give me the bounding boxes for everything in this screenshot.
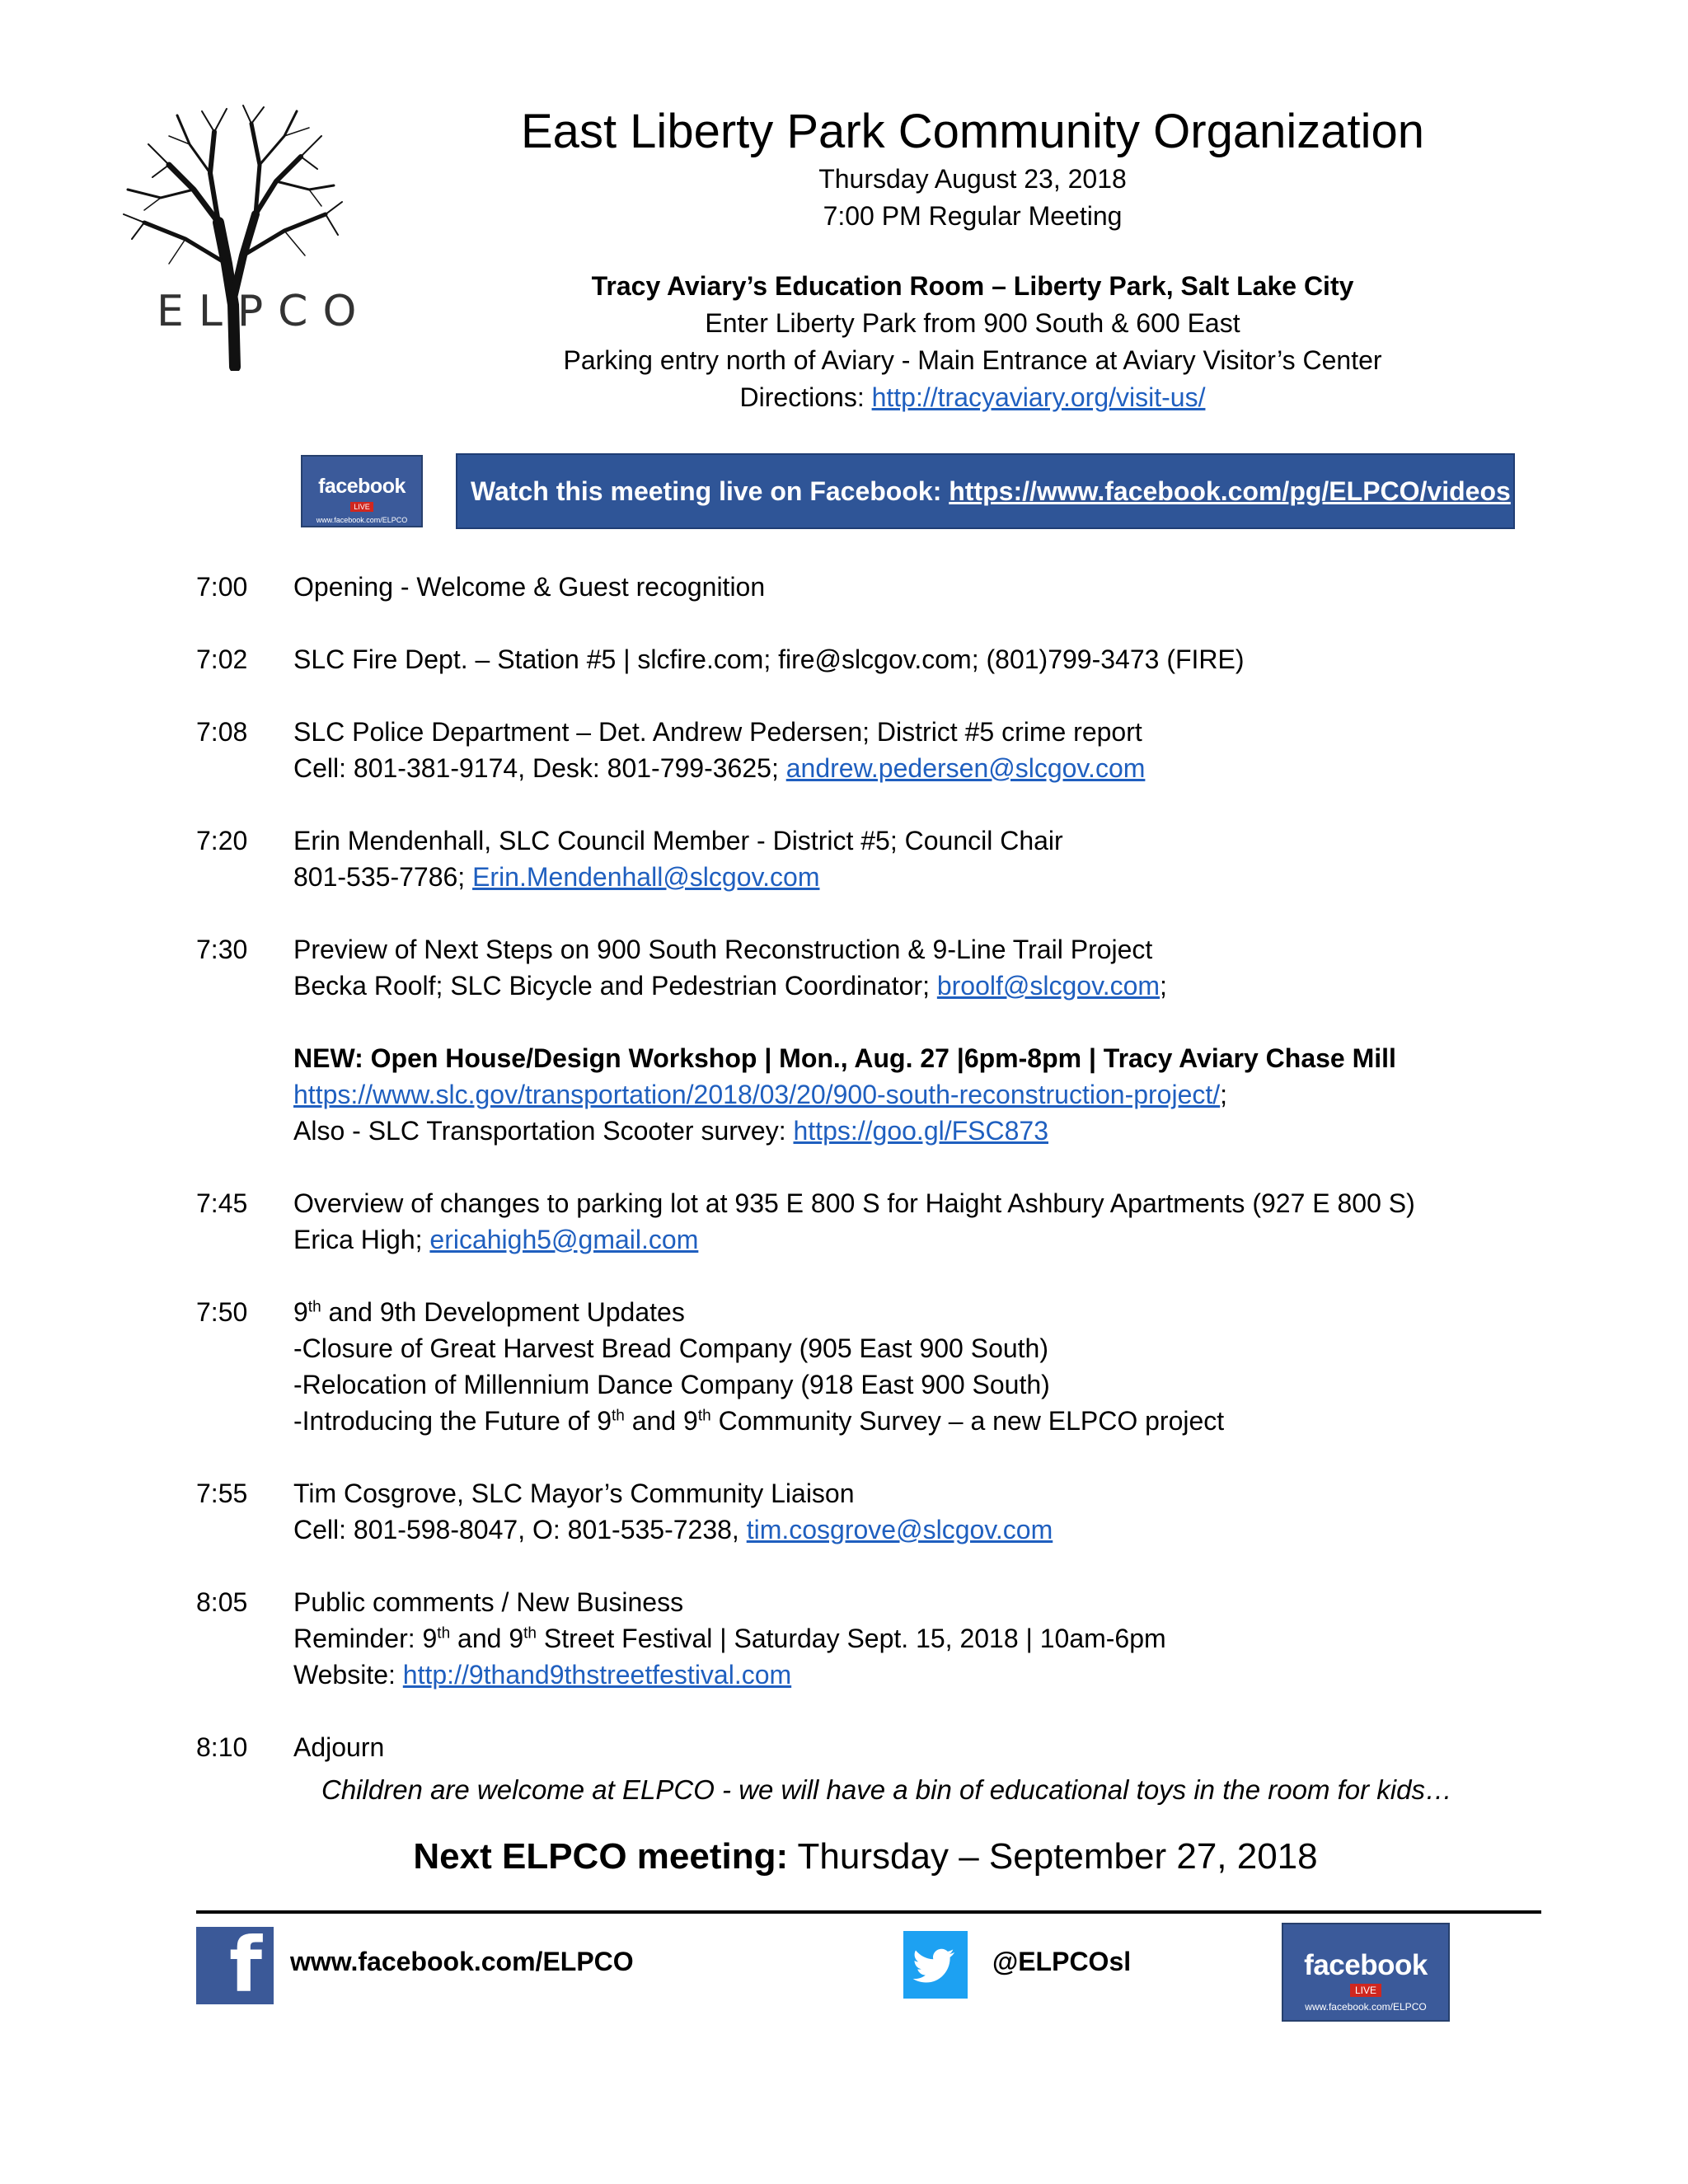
agenda-text: Tim Cosgrove, SLC Mayor’s Community Liaison — [293, 1479, 855, 1508]
next-meeting-label: Next ELPCO meeting: — [413, 1836, 789, 1877]
agenda-time: 7:45 — [196, 1188, 248, 1218]
agenda-subitem: -Closure of Great Harvest Bread Company (905 East 900 South) — [293, 1333, 1048, 1363]
facebook-icon[interactable]: f — [196, 1927, 274, 2004]
open-house-notice: NEW: Open House/Design Workshop | Mon., Aug. 27 |6pm-8pm | Tracy Aviary Chase Mill — [293, 1043, 1396, 1073]
agenda-time: 7:02 — [196, 644, 248, 674]
agenda-text: Opening - Welcome & Guest recognition — [293, 572, 766, 602]
agenda-item — [196, 1584, 1548, 1693]
twitter-handle[interactable]: @ELPCOsl — [992, 1947, 1132, 1976]
agenda-item — [196, 823, 1548, 895]
scooter-survey-link[interactable]: https://goo.gl/FSC873 — [793, 1116, 1048, 1146]
website-label: Website: — [293, 1660, 403, 1690]
agenda-item — [196, 931, 1548, 1149]
agenda-time: 7:50 — [196, 1297, 248, 1327]
facebook-live-badge-footer — [1282, 1923, 1450, 2022]
facebook-badge-url: www.facebook.com/ELPCO — [1305, 2001, 1427, 2013]
agenda — [196, 569, 1548, 1802]
agenda-contact — [293, 859, 1548, 895]
agenda-text: Preview of Next Steps on 900 South Reconstruction & 9-Line Trail Project — [293, 935, 1153, 964]
next-meeting — [0, 1836, 1688, 1877]
festival-website-link[interactable]: http://9thand9thstreetfestival.com — [402, 1660, 792, 1690]
agenda-time: 8:10 — [196, 1732, 248, 1762]
agenda-item — [196, 714, 1548, 786]
punctuation: ; — [1220, 1080, 1228, 1109]
facebook-badge-word: facebook — [1304, 1949, 1428, 1981]
live-badge: LIVE — [350, 502, 373, 512]
contact-text: Becka Roolf; SLC Bicycle and Pedestrian Coordinator; — [293, 971, 937, 1001]
festival-website — [293, 1657, 1548, 1693]
parking-info: Parking entry north of Aviary - Main Entrance at Aviary Visitor’s Center — [563, 345, 1382, 375]
divider — [196, 1910, 1541, 1914]
facebook-url[interactable]: www.facebook.com/ELPCO — [290, 1947, 634, 1976]
agenda-item — [196, 641, 1548, 677]
facebook-live-badge — [301, 455, 423, 527]
agenda-text: 9th and 9th Development Updates — [293, 1297, 685, 1327]
email-link[interactable]: tim.cosgrove@slcgov.com — [746, 1515, 1053, 1544]
agenda-text: Adjourn — [293, 1732, 385, 1762]
header — [462, 103, 1484, 416]
agenda-item — [196, 1729, 1548, 1765]
agenda-contact — [293, 750, 1548, 786]
agenda-subitem: -Relocation of Millennium Dance Company (918 East 900 South) — [293, 1370, 1050, 1399]
agenda-text: Erin Mendenhall, SLC Council Member - District #5; Council Chair — [293, 826, 1063, 855]
agenda-time: 8:05 — [196, 1587, 248, 1617]
entrance-info: Enter Liberty Park from 900 South & 600 East — [705, 308, 1240, 338]
project-link[interactable]: https://www.slc.gov/transportation/2018/03/20/900-south-reconstruction-project/ — [293, 1080, 1221, 1109]
meeting-type: 7:00 PM Regular Meeting — [823, 201, 1123, 231]
children-note: Children are welcome at ELPCO - we will have a bin of educational toys in the room for kids… — [321, 1774, 1452, 1805]
agenda-time: 7:20 — [196, 826, 248, 855]
agenda-time: 7:08 — [196, 717, 248, 747]
agenda-contact — [293, 1511, 1548, 1548]
agenda-text: SLC Fire Dept. – Station #5 | slcfire.com; fire@slcgov.com; (801)799-3473 (FIRE) — [293, 644, 1245, 674]
org-title: East Liberty Park Community Organization — [521, 105, 1424, 158]
facebook-badge-url: www.facebook.com/ELPCO — [316, 516, 408, 524]
elpco-logo — [111, 99, 372, 371]
agenda-time: 7:55 — [196, 1479, 248, 1508]
facebook-videos-link[interactable]: https://www.facebook.com/pg/ELPCO/videos — [949, 476, 1511, 506]
scooter-survey-line — [293, 1113, 1548, 1149]
agenda-contact — [293, 1221, 1548, 1258]
agenda-contact — [293, 968, 1548, 1004]
live-badge: LIVE — [1350, 1984, 1381, 1997]
agenda-item — [196, 1294, 1548, 1439]
punctuation: ; — [1160, 971, 1167, 1001]
agenda-time: 7:30 — [196, 935, 248, 964]
directions-link[interactable]: http://tracyaviary.org/visit-us/ — [871, 382, 1206, 412]
venue: Tracy Aviary’s Education Room – Liberty Park, Salt Lake City — [591, 271, 1354, 301]
next-meeting-date: Thursday – September 27, 2018 — [788, 1836, 1318, 1877]
contact-text: 801-535-7786; — [293, 862, 473, 892]
twitter-icon[interactable] — [903, 1931, 968, 1999]
agenda-item — [196, 1475, 1548, 1548]
agenda-item — [196, 1185, 1548, 1258]
contact-text: Cell: 801-381-9174, Desk: 801-799-3625; — [293, 753, 786, 783]
directions — [462, 379, 1484, 416]
agenda-text: Public comments / New Business — [293, 1587, 684, 1617]
directions-label: Directions: — [739, 382, 872, 412]
facebook-banner-text: Watch this meeting live on Facebook: — [471, 476, 950, 506]
contact-text: Erica High; — [293, 1225, 430, 1254]
festival-reminder: Reminder: 9th and 9th Street Festival | Saturday Sept. 15, 2018 | 10am-6pm — [293, 1624, 1166, 1653]
email-link[interactable]: andrew.pedersen@slcgov.com — [785, 753, 1146, 783]
project-link-line — [293, 1076, 1548, 1113]
email-link[interactable]: Erin.Mendenhall@slcgov.com — [472, 862, 820, 892]
facebook-live-banner — [456, 453, 1515, 529]
contact-text: Cell: 801-598-8047, O: 801-535-7238, — [293, 1515, 747, 1544]
email-link[interactable]: broolf@slcgov.com — [936, 971, 1160, 1001]
scooter-text: Also - SLC Transportation Scooter survey: — [293, 1116, 794, 1146]
agenda-text: SLC Police Department – Det. Andrew Pedersen; District #5 crime report — [293, 717, 1142, 747]
email-link[interactable]: ericahigh5@gmail.com — [429, 1225, 699, 1254]
logo-text: ELPCO — [157, 287, 372, 336]
meeting-date: Thursday August 23, 2018 — [818, 164, 1127, 194]
agenda-time: 7:00 — [196, 572, 248, 602]
facebook-badge-word: facebook — [318, 475, 406, 498]
agenda-subitem: -Introducing the Future of 9th and 9th Community Survey – a new ELPCO project — [293, 1406, 1225, 1436]
agenda-text: Overview of changes to parking lot at 935 E 800 S for Haight Ashbury Apartments (927 E 800 S) — [293, 1188, 1415, 1218]
agenda-item — [196, 569, 1548, 605]
